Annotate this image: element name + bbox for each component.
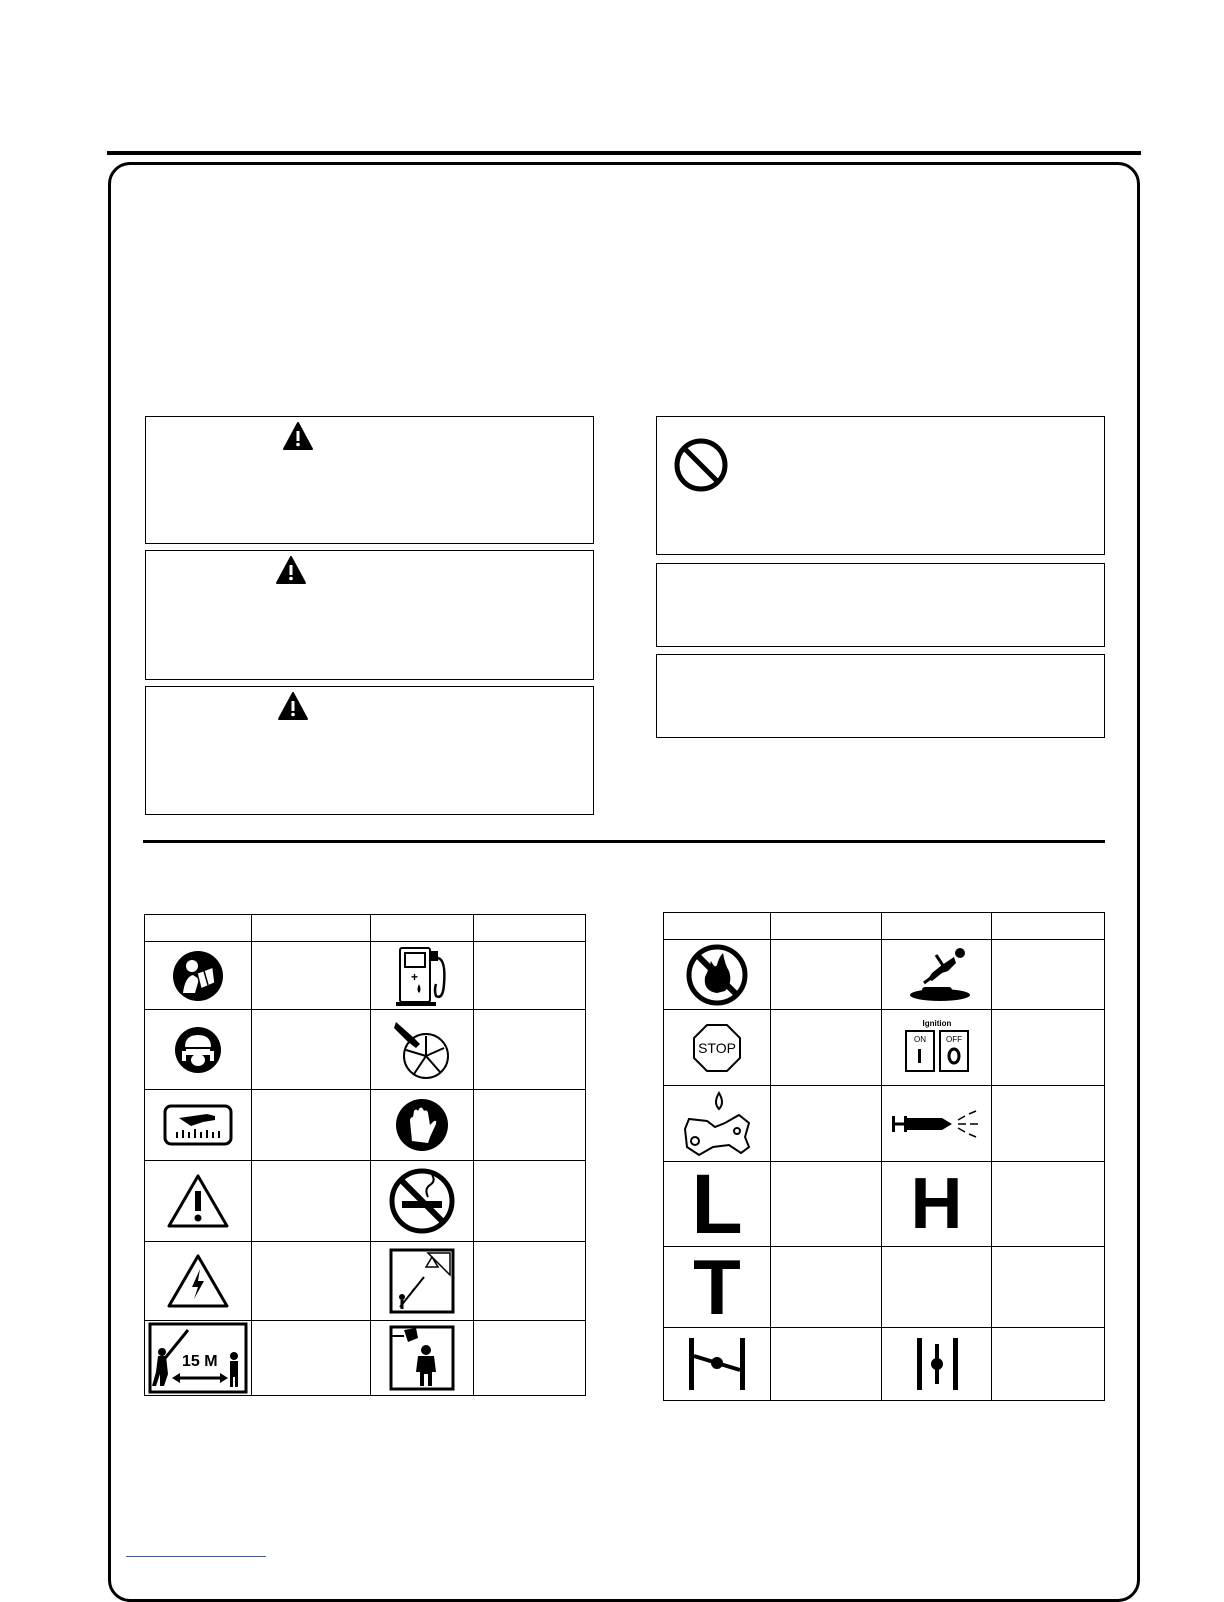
ignition-label: Ignition [922,1018,951,1028]
ignition-switch-icon [900,1017,974,1079]
table-row [145,1242,586,1321]
warning-box-2 [145,550,594,680]
choke-open-icon [907,1334,967,1394]
injection-hazard-icon [890,1108,984,1140]
table-row [145,1010,586,1090]
table-row [664,1328,1105,1401]
letter-t-icon: T [664,1247,771,1328]
section-divider [143,840,1105,843]
keep-distance-15m-icon [148,1322,248,1394]
fuel-pump-icon [394,944,450,1008]
table-row [145,1090,586,1161]
warning-triangle-icon [282,421,314,451]
caution-triangle-icon [166,1173,230,1229]
gloves-icon [394,1097,450,1153]
thrown-objects-icon [388,1324,456,1392]
stop-sign-icon [692,1023,742,1073]
table-row [664,1247,1105,1328]
warning-box-3 [145,686,594,815]
notice-box-2 [656,563,1105,647]
right-symbol-table [663,912,1105,1401]
table-row [664,1086,1105,1162]
falling-objects-icon [388,1247,456,1315]
prohibition-icon [673,437,729,493]
hand-fan-hazard-icon [392,1018,452,1082]
table-row [145,1161,586,1242]
hand-hot-surface-icon [163,1104,233,1146]
svg-text:+: + [411,969,419,984]
read-manual-icon [171,949,225,1003]
left-symbol-table [144,914,586,1396]
table-row [664,1162,1105,1247]
warning-triangle-icon [277,691,309,721]
notice-box-3 [656,654,1105,738]
distance-label: 15 M [182,1353,218,1370]
table-row [664,940,1105,1010]
table-header-row [145,915,586,942]
table-header-row [664,913,1105,940]
stop-label: STOP [698,1039,736,1056]
helmet-eye-ear-protection-icon [173,1025,223,1075]
letter-h-icon: H [882,1162,992,1247]
table-row [145,1321,586,1396]
electrocution-triangle-icon [166,1253,230,1309]
table-row [145,942,586,1010]
footer-link-underline[interactable] [126,1556,266,1557]
choke-closed-icon [685,1334,749,1394]
slippery-surface-icon [902,943,972,1007]
top-rule [107,151,1141,155]
letter-l-icon: L [664,1162,771,1247]
off-label: OFF [945,1034,962,1044]
warning-box-1 [145,416,594,544]
warning-triangle-icon [275,555,307,585]
fuel-drop-icon [679,1089,755,1159]
on-label: ON [913,1034,926,1044]
no-open-flame-icon [685,943,749,1007]
no-smoking-icon [388,1167,456,1235]
table-row [664,1010,1105,1086]
prohibition-box [656,416,1105,555]
